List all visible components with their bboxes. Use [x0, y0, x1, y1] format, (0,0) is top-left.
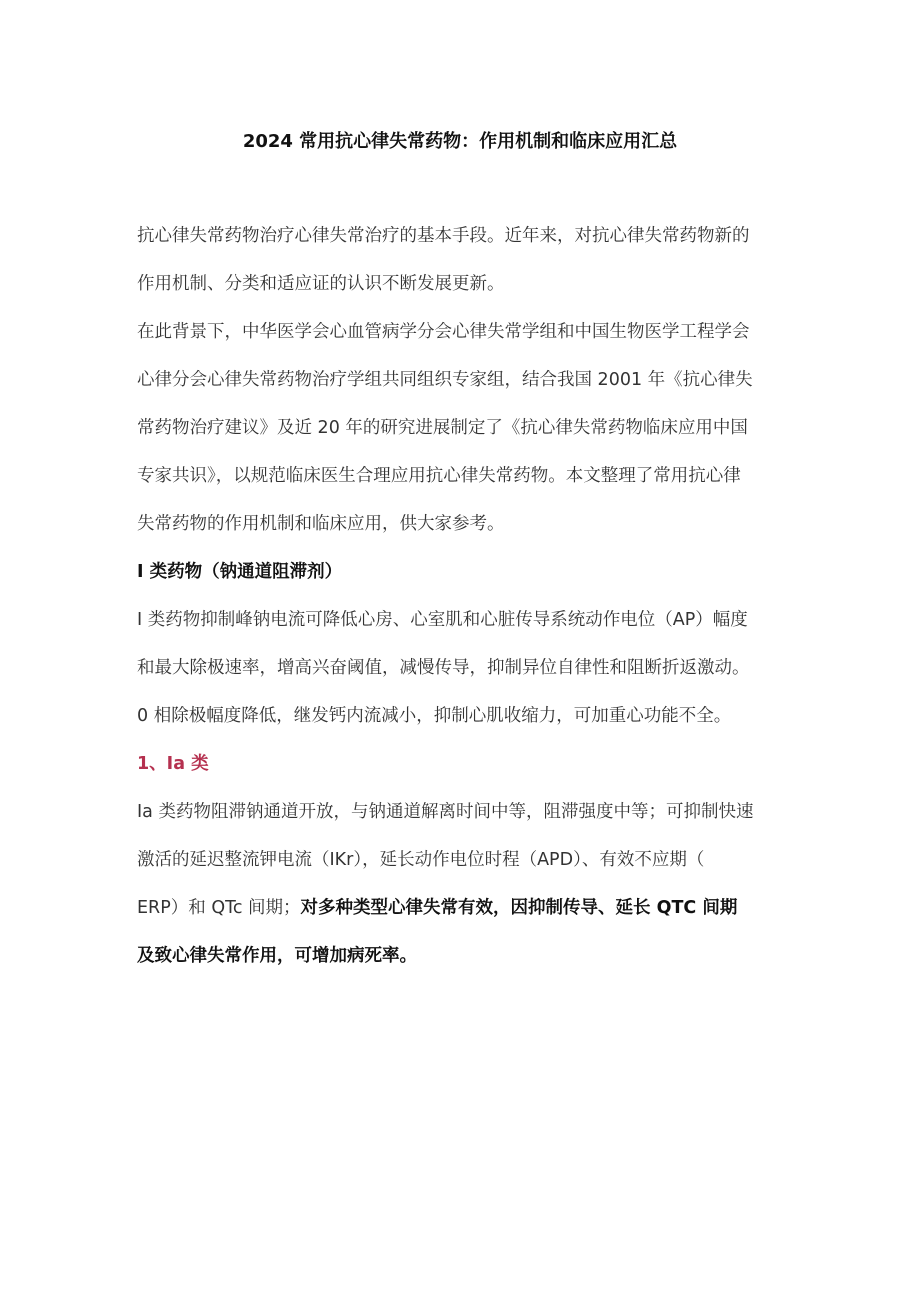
document-title: 2024 常用抗心律失常药物：作用机制和临床应用汇总: [242, 131, 678, 152]
intro-line: 作用机制、分类和适应证的认识不断发展更新。: [137, 274, 505, 294]
background-line: 心律分会心律失常药物治疗学组共同组织专家组，结合我国 2001 年《抗心律失: [137, 370, 753, 390]
class-ia-emphasis-line: 及致心律失常作用，可增加病死率。: [137, 946, 417, 966]
background-line: 失常药物的作用机制和临床应用，供大家参考。: [137, 514, 505, 534]
class-i-line: 和最大除极速率，增高兴奋阈值，减慢传导，抑制异位自律性和阻断折返激动。: [137, 658, 750, 678]
background-line: 专家共识》，以规范临床医生合理应用抗心律失常药物。本文整理了常用抗心律: [137, 466, 741, 486]
class-ia-line: [137, 884, 791, 932]
background-paragraph: [137, 308, 791, 548]
class-ia-line: Ia 类药物阻滞钠通道开放，与钠通道解离时间中等，阻滞强度中等；可抑制快速: [137, 802, 754, 822]
background-line: 常药物治疗建议》及近 20 年的研究进展制定了《抗心律失常药物临床应用中国: [137, 418, 748, 438]
subsection-heading-ia: 1、Ia 类: [137, 754, 209, 774]
intro-paragraph: [137, 212, 791, 308]
intro-line: 抗心律失常药物治疗心律失常治疗的基本手段。近年来，对抗心律失常药物新的: [137, 226, 750, 246]
document-body: [137, 212, 791, 980]
class-i-line: I 类药物抑制峰钠电流可降低心房、心室肌和心脏传导系统动作电位（AP）幅度: [137, 610, 748, 630]
class-i-paragraph: [137, 596, 791, 740]
background-line: 在此背景下，中华医学会心血管病学分会心律失常学组和中国生物医学工程学会: [137, 322, 750, 342]
class-ia-text: ERP）和 QTc 间期；: [137, 898, 301, 918]
class-ia-paragraph: [137, 788, 791, 980]
class-ia-emphasis: 对多种类型心律失常有效，因抑制传导、延长 QTC 间期: [300, 898, 738, 918]
class-i-line: 0 相除极幅度降低，继发钙内流减小，抑制心肌收缩力，可加重心功能不全。: [137, 706, 732, 726]
class-ia-line: 激活的延迟整流钾电流（IKr），延长动作电位时程（APD）、有效不应期（: [137, 850, 705, 870]
section-heading-class-i: I 类药物（钠通道阻滞剂）: [137, 562, 343, 582]
